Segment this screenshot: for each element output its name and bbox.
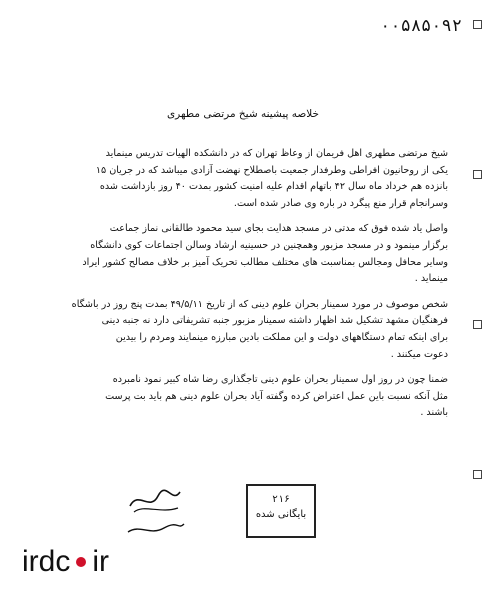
logo-dot — [76, 557, 86, 567]
body-line: دعوت میکنند . — [390, 348, 448, 360]
document-body — [16, 146, 448, 422]
body-line: برای اینکه تمام دستگاههای دولت و این مملکت بادین مبارزه مینمایند ومردم را بیدین — [115, 331, 448, 343]
body-line: شخص موصوف در مورد سمینار بحران علوم دینی که از تاریخ ۴۹/۵/۱۱ بمدت پنج روز در باشگاه — [71, 298, 448, 310]
body-line: ضمنا چون در روز اول سمینار بحران علوم دینی تاجگذاری رضا شاه کبیر نمود نامبرده — [112, 374, 448, 386]
logo-part-irdc: irdc — [22, 545, 71, 578]
handwritten-signature — [120, 484, 190, 544]
edge-mark — [473, 170, 482, 179]
body-line: شیخ مرتضی مطهری اهل فریمان از وعاظ تهران که در دانشکده الهیات تدریس مینماید — [105, 148, 448, 159]
edge-mark — [473, 320, 482, 329]
document-title: خلاصه پیشینه شیخ مرتضی مطهری — [166, 108, 320, 120]
stamp-number: ۲۱۶ — [271, 494, 291, 505]
body-line: یکی از روحانیون افراطی وطرفدار جمعیت باصطلاح نهضت آزادی میباشد که در جریان ۱۵ — [95, 164, 448, 176]
signature-graphic — [120, 484, 190, 544]
stamp-text: بایگانی شده — [255, 509, 307, 520]
archive-stamp — [246, 484, 316, 538]
body-line: مینماید . — [414, 273, 448, 285]
body-line: باشند . — [420, 407, 448, 419]
body-line: بانزده هم خرداد ماه سال ۴۲ باتهام اقدام علیه امنیت کشور بمدت ۴۰ روز بازداشت شده — [99, 181, 448, 193]
body-line: واصل یاد شده فوق که مدتی در مسجد هدایت بجای سید محمود طالقانی نماز جماعت — [109, 223, 448, 235]
edge-mark — [473, 20, 482, 29]
body-line: وسرانجام قرار منع پیگرد در باره وی صادر شده است. — [233, 197, 448, 209]
body-line: برگزار مینمود و در مسجد مزبور وهمچنین در حسینیه ارشاد وسالن اجتماعات کوی دانشگاه — [90, 239, 448, 251]
logo-part-ir: ir — [92, 545, 109, 578]
body-line: مثل آنکه نسبت باین عمل اعتراض کرده وگفته آیاد بحران علوم دینی هم باید بت پرست — [105, 390, 448, 402]
edge-mark — [473, 470, 482, 479]
body-line: وسایر محافل ومجالس بمناسبت های مختلف مطالب تحریک آمیز بر خلاف مصالح کشور ایراد — [82, 256, 448, 268]
document-number: ۰۰۵۸۵۰۹۲ — [380, 16, 462, 36]
punch-hole-marks — [474, 20, 482, 490]
irdc-watermark-logo — [22, 545, 109, 579]
body-line: فرهنگیان مشهد تشکیل شد اظهار داشته سمینار مزبور جنبه تشریفاتی دارد نه جنبه دینی — [101, 315, 448, 327]
